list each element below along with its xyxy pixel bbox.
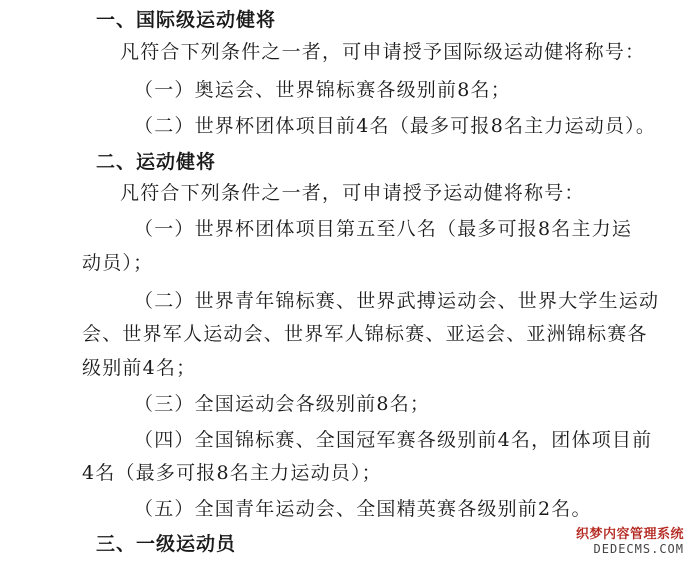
- item-2-4-line-2: 4名（最多可报8名主力运动员）；: [82, 462, 382, 484]
- item-2-2-line-3: 级别前4名；: [82, 357, 197, 379]
- item-2-1-line-1: （一）世界杯团体项目第五至八名（最多可报8名主力运: [134, 218, 633, 240]
- item-2-3-line-1: （三）全国运动会各级别前8名；: [134, 393, 431, 415]
- site-watermark: [572, 521, 688, 558]
- watermark-title: 织梦内容管理系统: [575, 527, 684, 542]
- section-heading-1: 一、国际级运动健将: [96, 9, 277, 31]
- section-heading-3: 三、一级运动员: [96, 533, 237, 555]
- item-2-2-line-1: （二）世界青年锦标赛、世界武搏运动会、世界大学生运动: [134, 290, 660, 312]
- section-intro-1: 凡符合下列条件之一者，可申请授予国际级运动健将称号：: [120, 41, 646, 63]
- section-intro-2: 凡符合下列条件之一者，可申请授予运动健将称号：: [120, 182, 585, 204]
- item-1-2-line-1: （二）世界杯团体项目前4名（最多可报8名主力运动员）。: [134, 115, 657, 137]
- item-2-5-line-1: （五）全国青年运动会、全国精英赛各级别前2名。: [134, 498, 592, 520]
- item-2-1-line-2: 动员）；: [82, 252, 154, 274]
- section-heading-2: 二、运动健将: [96, 151, 217, 173]
- item-1-1-line-1: （一）奥运会、世界锦标赛各级别前8名；: [134, 79, 511, 101]
- watermark-domain: DEDECMS.COM: [593, 542, 684, 556]
- item-2-4-line-1: （四）全国锦标赛、全国冠军赛各级别前4名，团体项目前: [134, 429, 653, 451]
- item-2-2-line-2: 会、世界军人运动会、世界军人锦标赛、亚运会、亚洲锦标赛各: [82, 323, 648, 345]
